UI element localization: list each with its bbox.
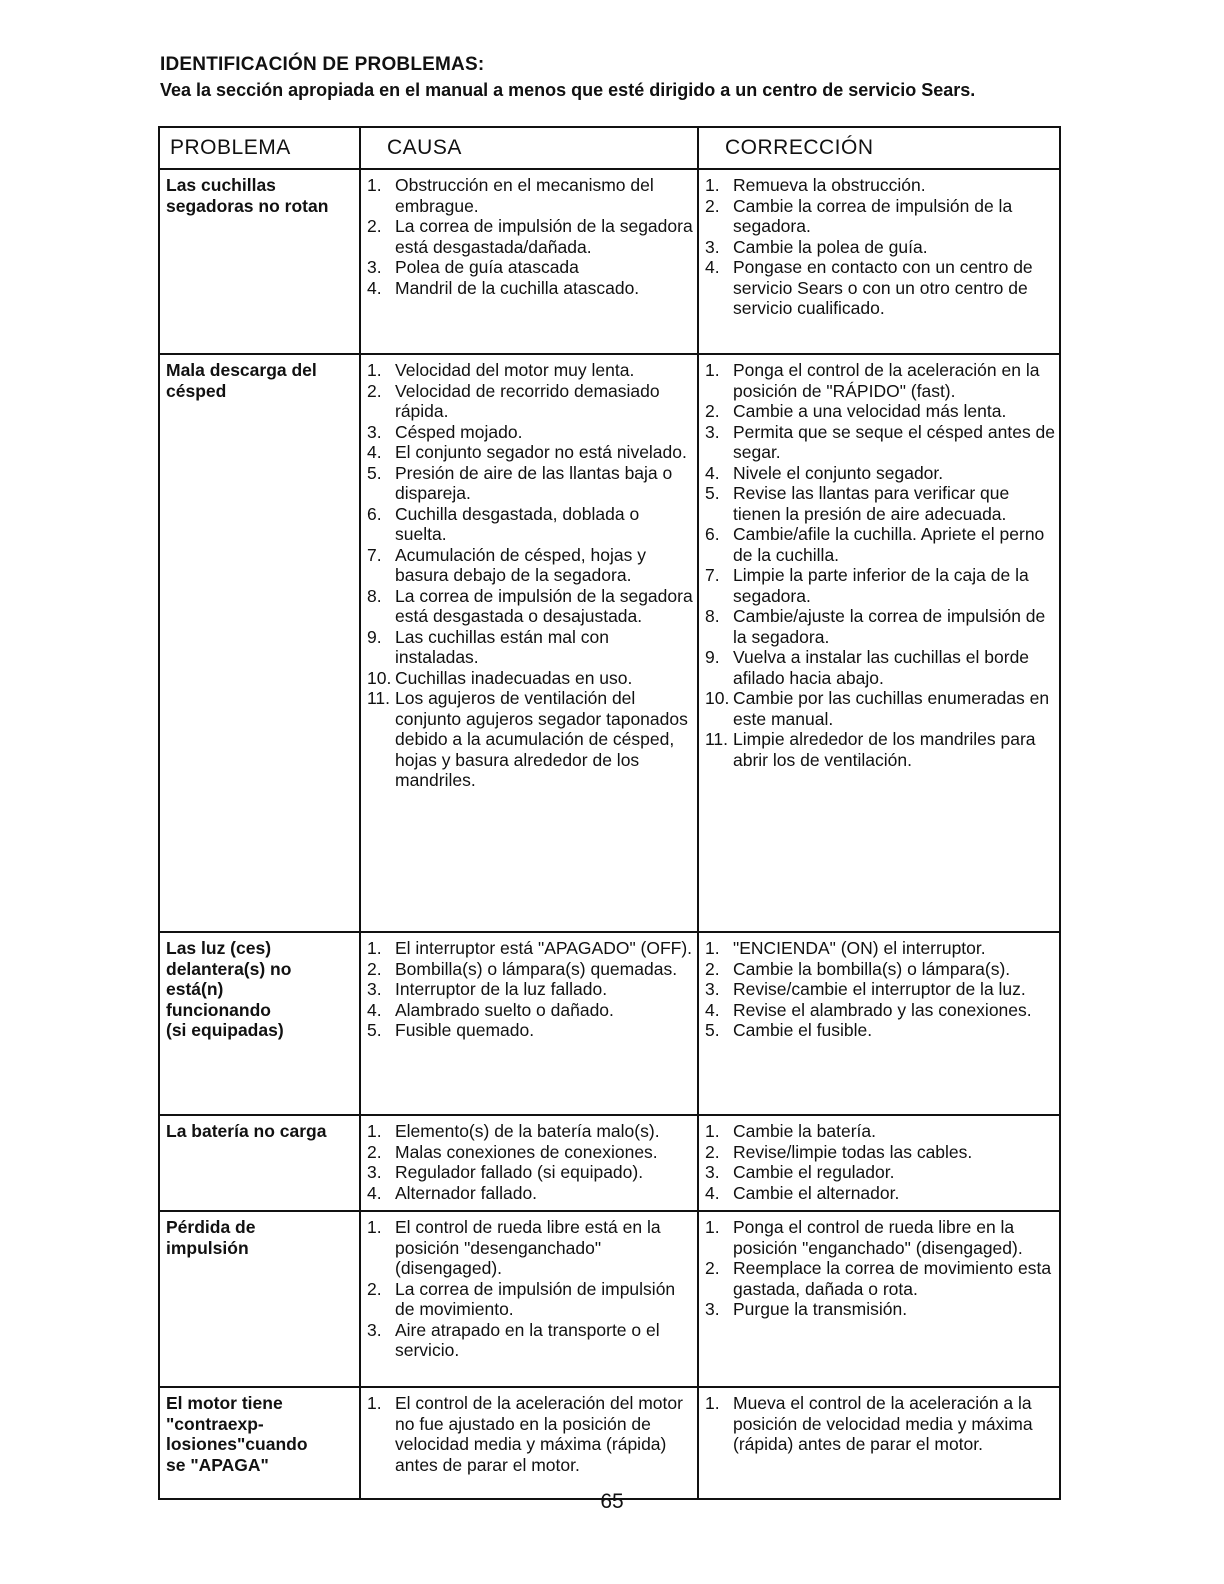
- correction-item-text: Mueva el control de la aceleración a la posición de velocidad media y máxima (rápida) antes de parar el motor.: [733, 1393, 1033, 1454]
- correction-item: [705, 565, 1055, 606]
- cause-item-number: 5.: [367, 1020, 382, 1040]
- cause-item: [367, 545, 693, 586]
- correction-item-number: 5.: [705, 483, 720, 503]
- cause-item-text: Elemento(s) de la batería malo(s).: [395, 1121, 660, 1141]
- correction-item: [705, 979, 1055, 1000]
- cause-item-number: 9.: [367, 626, 382, 647]
- cause-item: [367, 668, 693, 689]
- cause-item-number: 5.: [367, 462, 382, 483]
- cause-item: [367, 463, 693, 504]
- table-row: [159, 1115, 1060, 1211]
- cause-item-number: 10.: [367, 667, 392, 688]
- table-row: [159, 932, 1060, 1115]
- table-row: [159, 169, 1060, 354]
- cause-item-text: Bombilla(s) o lámpara(s) quemadas.: [395, 958, 678, 979]
- cause-item: [367, 959, 693, 980]
- correction-list: [705, 1217, 1055, 1320]
- cause-item-number: 2.: [367, 1278, 382, 1299]
- correction-item-number: 11.: [705, 729, 729, 749]
- correction-list: [705, 938, 1055, 1041]
- correction-item: [705, 237, 1055, 258]
- cause-item-text: Césped mojado.: [395, 421, 523, 442]
- correction-item-number: 8.: [705, 606, 720, 626]
- correction-item-text: Reemplace la correa de movimiento esta gastada, dañada o rota.: [733, 1258, 1052, 1299]
- cause-cell: [360, 1211, 698, 1387]
- correction-item: [705, 360, 1055, 401]
- correction-item: [705, 959, 1055, 980]
- cause-item-number: 11.: [367, 688, 391, 708]
- correction-item-text: Cambie la polea de guía.: [733, 236, 928, 257]
- problem-text: Las luz (ces): [166, 938, 272, 958]
- correction-item-text: Cambie a una velocidad más lenta.: [733, 401, 1007, 421]
- correction-item-text: Revise/limpie todas las cables.: [733, 1141, 973, 1162]
- problem-cell: [159, 932, 360, 1115]
- problem-text: "contraexp-: [166, 1413, 264, 1434]
- correction-item-text: Cambie/afile la cuchilla. Apriete el perno de la cuchilla.: [733, 524, 1045, 565]
- cause-item-text: Alternador fallado.: [395, 1182, 538, 1203]
- cause-item-number: 3.: [367, 257, 382, 277]
- problem-text: se "APAGA": [166, 1454, 269, 1475]
- correction-item-text: Pongase en contacto con un centro de servicio Sears o con un otro centro de servicio cualificado.: [733, 257, 1033, 318]
- problem-text: funcionando: [166, 999, 271, 1020]
- cause-item: [367, 422, 693, 443]
- cause-item-text: Cuchillas inadecuadas en uso.: [395, 667, 633, 688]
- cause-item: [367, 175, 693, 216]
- problem-text: Las cuchillas: [166, 175, 276, 195]
- correction-cell: [698, 354, 1060, 932]
- correction-item: [705, 938, 1055, 959]
- correction-item-text: Cambie la bombilla(s) o lámpara(s).: [733, 958, 1011, 979]
- cause-list: [367, 1393, 693, 1475]
- problem-text: Pérdida de: [166, 1217, 256, 1237]
- correction-item-text: Vuelva a instalar las cuchillas el borde afilado hacia abajo.: [733, 647, 1030, 688]
- correction-cell: [698, 1387, 1060, 1499]
- cause-item-number: 4.: [367, 1182, 382, 1203]
- correction-item-text: "ENCIENDA" (ON) el interruptor.: [733, 938, 986, 958]
- correction-item-number: 1.: [705, 1121, 720, 1141]
- correction-item-text: Purgue la transmisión.: [733, 1299, 908, 1319]
- correction-item-number: 1.: [705, 1393, 720, 1413]
- cause-cell: [360, 1115, 698, 1211]
- correction-cell: [698, 1115, 1060, 1211]
- correction-cell: [698, 1211, 1060, 1387]
- cause-item-number: 1.: [367, 175, 382, 195]
- problem-text: segadoras no rotan: [166, 195, 329, 216]
- correction-item-text: Limpie alrededor de los mandriles para abrir los de ventilación.: [733, 729, 1036, 770]
- cause-item-text: Fusible quemado.: [395, 1020, 535, 1040]
- cause-item-number: 6.: [367, 503, 382, 524]
- cause-item-text: Los agujeros de ventilación del conjunto agujeros segador taponados debido a la acumulación de césped, hojas y basura alrededor de los mandriles.: [395, 688, 688, 790]
- cause-item: [367, 938, 693, 959]
- cause-item: [367, 1320, 693, 1361]
- cause-item-number: 3.: [367, 1162, 382, 1182]
- problem-text: delantera(s) no: [166, 958, 292, 979]
- cause-cell: [360, 932, 698, 1115]
- correction-item: [705, 688, 1055, 729]
- correction-item-text: Limpie la parte inferior de la caja de la segadora.: [733, 565, 1029, 606]
- table-body: [159, 169, 1060, 1499]
- correction-item-text: Remueva la obstrucción.: [733, 175, 926, 195]
- correction-item-text: Nivele el conjunto segador.: [733, 462, 944, 483]
- cause-item-text: Acumulación de césped, hojas y basura debajo de la segadora.: [395, 544, 646, 585]
- correction-item-number: 1.: [705, 938, 720, 958]
- correction-item-number: 4.: [705, 1182, 720, 1203]
- cause-item-number: 2.: [367, 1141, 382, 1162]
- correction-item: [705, 729, 1055, 770]
- problem-text: losiones"cuando: [166, 1434, 308, 1454]
- correction-item: [705, 1183, 1055, 1204]
- correction-item: [705, 647, 1055, 688]
- cause-item-number: 3.: [367, 979, 382, 999]
- problem-text: impulsión: [166, 1237, 249, 1258]
- problem-cell: [159, 1211, 360, 1387]
- cause-item: [367, 1279, 693, 1320]
- cause-item: [367, 1393, 693, 1475]
- cause-item-text: Malas conexiones de conexiones.: [395, 1141, 658, 1162]
- section-heading: IDENTIFICACIÓN DE PROBLEMAS:: [160, 54, 485, 75]
- cause-item: [367, 1121, 693, 1142]
- correction-item: [705, 606, 1055, 647]
- correction-item-text: Cambie el alternador.: [733, 1182, 900, 1203]
- correction-cell: [698, 932, 1060, 1115]
- correction-item-number: 6.: [705, 524, 720, 544]
- correction-list: [705, 1393, 1055, 1455]
- correction-item-number: 3.: [705, 1299, 720, 1319]
- table-row: [159, 1387, 1060, 1499]
- correction-item-number: 1.: [705, 360, 720, 380]
- correction-list: [705, 1121, 1055, 1203]
- problem-cell: [159, 1115, 360, 1211]
- cause-item-number: 1.: [367, 938, 382, 958]
- cause-item: [367, 1142, 693, 1163]
- correction-item-number: 4.: [705, 999, 720, 1020]
- cause-item: [367, 278, 693, 299]
- correction-item-number: 1.: [705, 175, 720, 195]
- correction-item-number: 3.: [705, 979, 720, 999]
- correction-item-text: Cambie la batería.: [733, 1121, 876, 1141]
- cause-item: [367, 1000, 693, 1021]
- cause-item-number: 1.: [367, 1217, 382, 1237]
- correction-item-number: 10.: [705, 688, 730, 708]
- cause-item-number: 2.: [367, 380, 382, 401]
- cause-item-number: 7.: [367, 544, 382, 565]
- cause-item-text: El control de rueda libre está en la posición "desenganchado" (disengaged).: [395, 1217, 661, 1278]
- cause-item-text: Alambrado suelto o dañado.: [395, 999, 614, 1020]
- correction-item: [705, 1299, 1055, 1320]
- problem-text: está(n): [166, 979, 224, 999]
- cause-item-text: El conjunto segador no está nivelado.: [395, 442, 687, 462]
- correction-item-text: Cambie/ajuste la correa de impulsión de la segadora.: [733, 606, 1046, 647]
- correction-item-number: 3.: [705, 236, 720, 257]
- cause-item-number: 2.: [367, 216, 382, 236]
- cause-list: [367, 175, 693, 298]
- cause-item-number: 8.: [367, 585, 382, 606]
- cause-item-text: Regulador fallado (si equipado).: [395, 1162, 644, 1182]
- correction-item-number: 2.: [705, 195, 720, 216]
- problem-cell: [159, 354, 360, 932]
- cause-item-text: Mandril de la cuchilla atascado.: [395, 277, 640, 298]
- correction-item: [705, 401, 1055, 422]
- correction-item: [705, 257, 1055, 319]
- problem-text: Mala descarga del: [166, 360, 317, 380]
- cause-item-text: Presión de aire de las llantas baja o dispareja.: [395, 462, 673, 503]
- correction-item: [705, 1162, 1055, 1183]
- cause-item-number: 2.: [367, 958, 382, 979]
- correction-item: [705, 175, 1055, 196]
- correction-item-text: Revise/cambie el interruptor de la luz.: [733, 979, 1026, 999]
- cause-item-text: Polea de guía atascada: [395, 257, 579, 277]
- correction-item: [705, 196, 1055, 237]
- cause-item-number: 4.: [367, 999, 382, 1020]
- cause-item-number: 4.: [367, 442, 382, 462]
- correction-item-text: Cambie la correa de impulsión de la segadora.: [733, 195, 1013, 236]
- correction-item: [705, 1000, 1055, 1021]
- correction-item-number: 5.: [705, 1020, 720, 1040]
- correction-list: [705, 360, 1055, 770]
- correction-cell: [698, 169, 1060, 354]
- cause-item: [367, 216, 693, 257]
- cause-item-text: El control de la aceleración del motor no fue ajustado en la posición de velocidad media y máxima (rápida) antes de parar el motor.: [395, 1393, 683, 1475]
- cause-item-text: Cuchilla desgastada, doblada o suelta.: [395, 503, 640, 544]
- table-header-row: [159, 127, 1060, 169]
- correction-item-number: 7.: [705, 565, 720, 585]
- cause-item-text: Obstrucción en el mecanismo del embrague.: [395, 175, 654, 216]
- cause-item-number: 1.: [367, 360, 382, 380]
- column-header-correction: CORRECCIÓN: [698, 127, 1060, 169]
- correction-item-number: 3.: [705, 1162, 720, 1182]
- column-header-cause: CAUSA: [360, 127, 698, 169]
- table-row: [159, 1211, 1060, 1387]
- correction-item: [705, 1142, 1055, 1163]
- correction-item-number: 4.: [705, 257, 720, 277]
- correction-item-number: 1.: [705, 1217, 720, 1237]
- problem-cell: [159, 169, 360, 354]
- cause-item-text: Interruptor de la luz fallado.: [395, 979, 608, 999]
- cause-item-number: 3.: [367, 421, 382, 442]
- correction-item-text: Ponga el control de rueda libre en la posición "enganchado" (disengaged).: [733, 1217, 1023, 1258]
- problem-text: El motor tiene: [166, 1393, 283, 1413]
- correction-item: [705, 1121, 1055, 1142]
- column-header-problem: PROBLEMA: [159, 127, 360, 169]
- cause-cell: [360, 1387, 698, 1499]
- correction-item-number: 3.: [705, 421, 720, 442]
- correction-item: [705, 1258, 1055, 1299]
- cause-item: [367, 627, 693, 668]
- cause-item-text: Velocidad de recorrido demasiado rápida.: [395, 380, 660, 421]
- cause-cell: [360, 169, 698, 354]
- problem-text: césped: [166, 380, 227, 401]
- cause-item: [367, 1162, 693, 1183]
- correction-list: [705, 175, 1055, 319]
- problem-cell: [159, 1387, 360, 1499]
- cause-item-text: Velocidad del motor muy lenta.: [395, 360, 635, 380]
- correction-item-text: Ponga el control de la aceleración en la posición de "RÁPIDO" (fast).: [733, 360, 1040, 401]
- cause-item-text: La correa de impulsión de impulsión de movimiento.: [395, 1278, 676, 1319]
- cause-item: [367, 442, 693, 463]
- correction-item-number: 2.: [705, 401, 720, 421]
- correction-item-text: Cambie el fusible.: [733, 1020, 873, 1040]
- cause-item: [367, 381, 693, 422]
- cause-item: [367, 688, 693, 791]
- correction-item-text: Revise el alambrado y las conexiones.: [733, 999, 1032, 1020]
- cause-item-text: El interruptor está "APAGADO" (OFF).: [395, 938, 693, 958]
- cause-item-number: 4.: [367, 277, 382, 298]
- correction-item-text: Permita que se seque el césped antes de segar.: [733, 421, 1056, 462]
- cause-item-number: 1.: [367, 1393, 382, 1413]
- cause-item: [367, 1183, 693, 1204]
- correction-item-number: 2.: [705, 1258, 720, 1278]
- cause-item: [367, 979, 693, 1000]
- cause-list: [367, 1121, 693, 1203]
- table-row: [159, 354, 1060, 932]
- cause-item-text: Las cuchillas están mal con instaladas.: [395, 626, 609, 667]
- correction-item-text: Revise las llantas para verificar que tienen la presión de aire adecuada.: [733, 483, 1010, 524]
- cause-list: [367, 360, 693, 791]
- correction-item: [705, 483, 1055, 524]
- cause-item: [367, 257, 693, 278]
- cause-item-text: Aire atrapado en la transporte o el servicio.: [395, 1319, 660, 1360]
- correction-item: [705, 1393, 1055, 1455]
- troubleshooting-table: [158, 126, 1061, 1500]
- cause-item-text: La correa de impulsión de la segadora está desgastada o desajustada.: [395, 585, 693, 626]
- cause-list: [367, 938, 693, 1041]
- correction-item-text: Cambie por las cuchillas enumeradas en este manual.: [733, 688, 1050, 729]
- correction-item: [705, 524, 1055, 565]
- cause-item-number: 3.: [367, 1319, 382, 1340]
- cause-item: [367, 360, 693, 381]
- correction-item-number: 4.: [705, 462, 720, 483]
- page-number: 65: [600, 1490, 624, 1513]
- correction-item: [705, 1020, 1055, 1041]
- correction-item-number: 9.: [705, 647, 720, 667]
- section-subheading: Vea la sección apropiada en el manual a menos que esté dirigido a un centro de servicio Sears.: [160, 80, 976, 100]
- correction-item-text: Cambie el regulador.: [733, 1162, 895, 1182]
- correction-item-number: 2.: [705, 1141, 720, 1162]
- problem-text: La batería no carga: [166, 1121, 327, 1141]
- problem-text: (si equipadas): [166, 1020, 284, 1040]
- cause-item: [367, 1020, 693, 1041]
- cause-item-text: La correa de impulsión de la segadora está desgastada/dañada.: [395, 216, 693, 257]
- correction-item: [705, 422, 1055, 463]
- cause-item-number: 1.: [367, 1121, 382, 1141]
- correction-item: [705, 1217, 1055, 1258]
- cause-item: [367, 1217, 693, 1279]
- cause-cell: [360, 354, 698, 932]
- cause-item: [367, 504, 693, 545]
- correction-item-number: 2.: [705, 958, 720, 979]
- cause-item: [367, 586, 693, 627]
- cause-list: [367, 1217, 693, 1361]
- correction-item: [705, 463, 1055, 484]
